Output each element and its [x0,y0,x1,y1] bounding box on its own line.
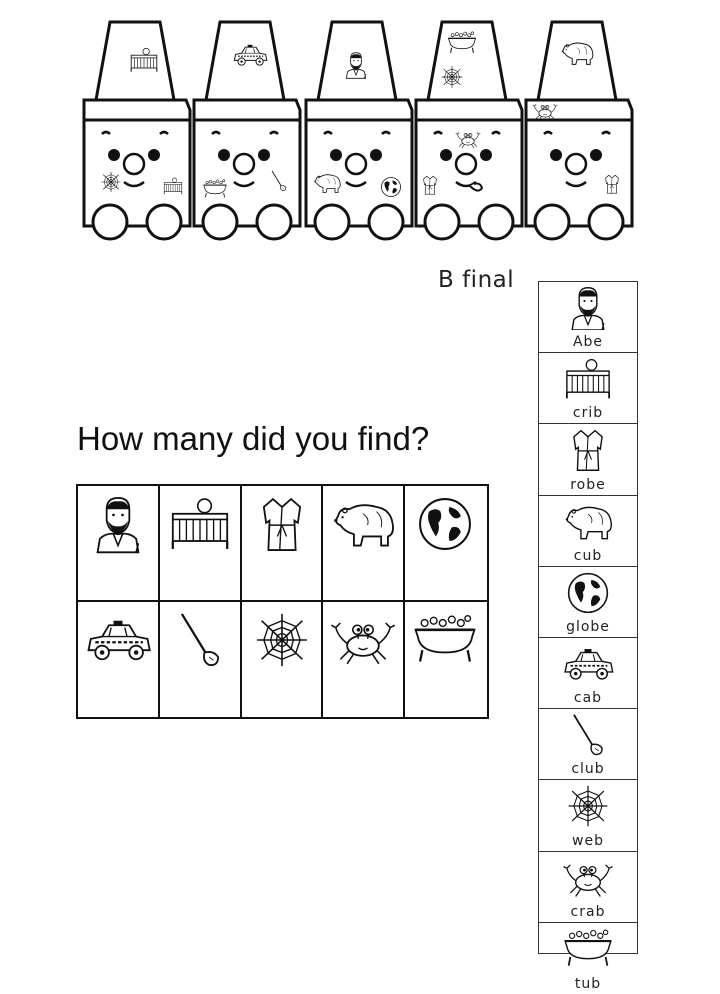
count-cell-club[interactable] [160,602,242,718]
count-cell-globe[interactable] [405,486,487,602]
robe-icon [606,175,619,193]
crib-icon [166,494,234,554]
word-card-cub [539,500,637,567]
word-card-label: cub [573,547,603,564]
word-card-label: club [571,761,605,778]
word-card-crab [539,856,637,923]
count-cell-cab[interactable] [78,602,160,718]
worksheet-subtitle: B final [438,267,515,293]
cab-icon [84,610,152,670]
train-car-4 [416,22,522,239]
word-card-label: tub [574,975,602,992]
tub-icon [411,610,479,670]
abe-icon [84,494,152,554]
count-cell-crib[interactable] [160,486,242,602]
word-card-label: Abe [572,334,604,351]
robe-icon [424,176,437,194]
web-icon [561,784,615,828]
robe-icon [561,428,615,472]
crab-icon [329,610,397,670]
word-card-globe [539,571,637,638]
cub-icon [329,494,397,554]
word-card-label: cab [573,690,603,707]
club-icon [166,610,234,670]
train-car-5 [526,22,632,239]
globe-icon [561,571,615,615]
word-card-robe [539,428,637,495]
globe-icon [411,494,479,554]
word-card-label: web [572,832,604,849]
word-card-club [539,713,637,780]
train-car-2 [194,22,300,239]
cub-icon [561,500,615,544]
tub-icon [561,927,615,971]
count-cell-cub[interactable] [323,486,405,602]
word-card-label: globe [566,618,610,635]
word-card-label: crib [572,405,604,422]
web-icon [248,610,316,670]
word-card-label: crab [570,903,606,920]
count-cell-tub[interactable] [405,602,487,718]
word-card-column [538,281,638,992]
count-cell-robe[interactable] [242,486,324,602]
crib-icon [561,357,615,401]
word-card-web [539,784,637,851]
count-cell-crab[interactable] [323,602,405,718]
globe-icon [381,177,400,196]
abe-icon [561,286,615,330]
word-card-label: robe [570,476,606,493]
train-car-1 [84,22,190,239]
word-card-tub [539,927,637,994]
count-cell-web[interactable] [242,602,324,718]
worksheet-question: How many did you find? [77,420,430,457]
club-icon [561,713,615,757]
word-card-cab [539,642,637,709]
train-car-3 [306,22,412,239]
count-grid [76,484,489,719]
cab-icon [561,642,615,686]
word-card-abe [539,286,637,353]
crab-icon [561,856,615,900]
word-card-crib [539,357,637,424]
train-illustration [80,18,636,248]
count-cell-abe[interactable] [78,486,160,602]
robe-icon [248,494,316,554]
